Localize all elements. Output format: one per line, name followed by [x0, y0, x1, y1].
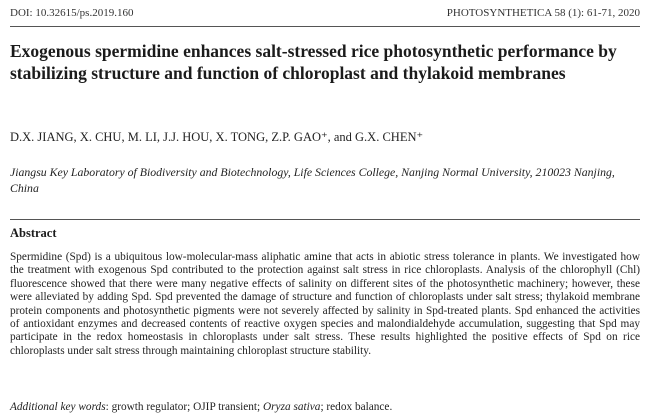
keywords-part-2: ; redox balance.	[320, 401, 393, 413]
header-divider	[10, 26, 640, 27]
running-header	[10, 7, 640, 23]
abstract-body: Spermidine (Spd) is a ubiquitous low-molecular-mass aliphatic amine that acts in abiotic stress tolerance in plants. We investigated how the treatment with exogenous Spd contributed to the protection against salt stress in rice chloroplasts. Analysis of the chlorophyll (Chl) fluorescence showed that there were many negative effects of salinity on different sites of the photosynthetic machinery; however, these were alleviated by adding Spd. Spd prevented the damage of structure and function of chloroplasts under salt stress; thylakoid membrane protein components and photosynthetic pigments were not severely affected by salinity in Spd-treated plants. Spd enhanced the activities of antioxidant enzymes and decreased contents of reactive oxygen species and malondialdehyde accumulation, suggesting that Spd may participate in the redox homeostasis in chloroplasts under salt stress. These results highlighted the positive effects of Spd on rice chloroplasts under salt stress through maintaining chloroplast structure stability.	[10, 251, 640, 357]
article-title: Exogenous spermidine enhances salt-stressed rice photosynthetic performance by stabilizing structure and function of chloroplast and thylakoid membranes	[10, 41, 617, 83]
author-list: D.X. JIANG, X. CHU, M. LI, J.J. HOU, X. TONG, Z.P. GAO⁺, and G.X. CHEN⁺	[10, 130, 424, 144]
keywords-species: Oryza sativa	[263, 401, 321, 413]
journal-citation: PHOTOSYNTHETICA 58 (1): 61-71, 2020	[446, 7, 640, 19]
keywords-line	[10, 400, 640, 414]
keywords-label: Additional key words	[10, 401, 106, 413]
affiliation: Jiangsu Key Laboratory of Biodiversity and Biotechnology, Life Sciences College, Nanjing Normal University, 210023 Nanjing, China	[10, 165, 615, 195]
keywords-part-1: growth regulator; OJIP transient;	[111, 401, 263, 413]
keywords-separator: :	[105, 401, 112, 413]
abstract-heading: Abstract	[10, 226, 57, 240]
doi-text: DOI: 10.32615/ps.2019.160	[10, 7, 134, 19]
abstract-divider	[10, 219, 640, 220]
